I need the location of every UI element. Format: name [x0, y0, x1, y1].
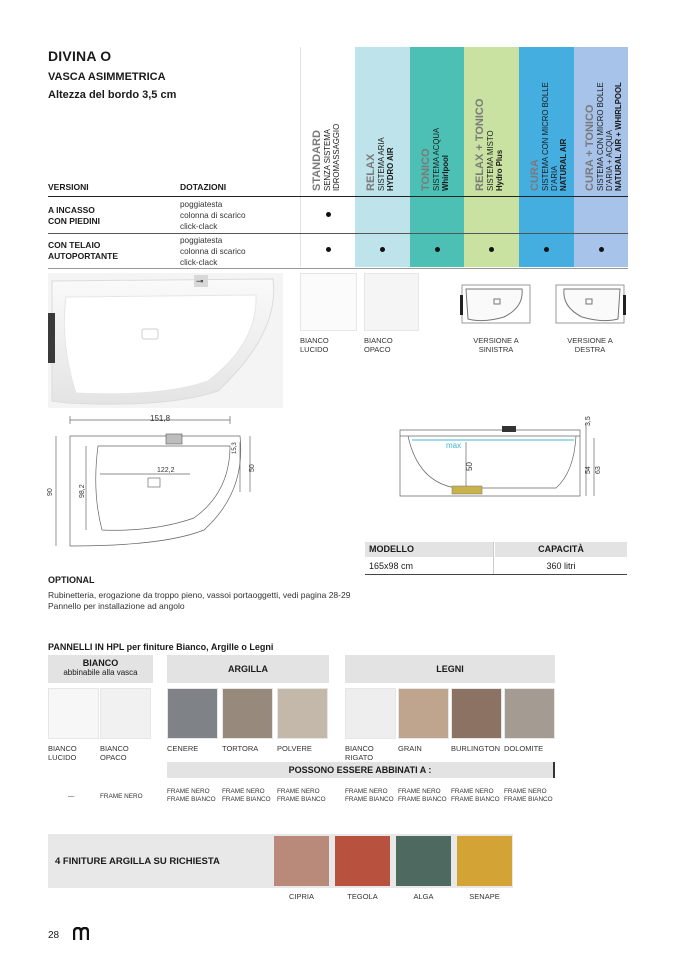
col-capacita: CAPACITÀ — [495, 542, 627, 557]
panel-swatch-caption: BIANCO OPACO — [100, 744, 129, 762]
system-desc: Whirlpool — [441, 155, 450, 191]
frame-options: FRAME NERO FRAME BIANCO — [504, 788, 553, 803]
system-desc: SISTEMA CON MICRO BOLLE — [596, 82, 605, 191]
dim-width: 151,8 — [150, 414, 171, 423]
system-label — [474, 99, 504, 191]
version-right-icon — [554, 283, 626, 325]
system-label — [529, 82, 568, 191]
table-divider — [48, 268, 628, 269]
system-name: CURA — [529, 159, 541, 191]
table-row-features: poggiatesta colonna di scarico click-clack — [180, 200, 246, 231]
argilla-swatch — [457, 836, 512, 886]
system-name: TONICO — [420, 148, 432, 191]
panel-swatch-caption: BIANCO LUCIDO — [48, 744, 77, 762]
panel-swatch — [277, 688, 328, 739]
argilla-swatch-caption: SENAPE — [469, 892, 500, 901]
system-desc: HYDRO AIR — [386, 147, 395, 191]
system-desc: NATURAL AIR + WHIRLPOOL — [614, 82, 623, 191]
system-desc: D'ARIA — [550, 165, 559, 191]
system-column — [300, 47, 355, 267]
rim-height: Altezza del bordo 3,5 cm — [48, 89, 177, 101]
dim-d1: 15,3 — [232, 442, 238, 454]
table-divider — [48, 196, 628, 197]
combinable-header: POSSONO ESSERE ABBINATI A : — [167, 762, 555, 778]
system-column — [464, 47, 519, 267]
panel-swatch-caption: TORTORA — [222, 744, 259, 753]
optional-line: Rubinetteria, erogazione da troppo pieno, vassoi portaoggetti, vedi pagina 28-29 — [48, 590, 351, 600]
version-caption: VERSIONE A SINISTRA — [473, 336, 519, 354]
subtitle: VASCA ASIMMETRICA — [48, 71, 166, 83]
bianco-header: BIANCO abbinabile alla vasca — [48, 655, 153, 683]
system-name: RELAX — [365, 153, 377, 191]
table-divider — [493, 542, 494, 574]
argilla-swatch-caption: ALGA — [413, 892, 434, 901]
availability-dot — [599, 247, 604, 252]
panel-swatch-caption: DOLOMITE — [504, 744, 544, 753]
dim-inner-depth: 98,2 — [79, 484, 86, 498]
frame-options: FRAME NERO FRAME BIANCO — [167, 788, 216, 803]
system-label — [420, 128, 450, 191]
system-desc: SISTEMA MISTO — [486, 130, 495, 191]
availability-dot — [544, 247, 549, 252]
finish-swatch-bianco-lucido — [300, 273, 357, 331]
system-desc: SENZA SISTEMA — [323, 129, 332, 191]
frame-options: FRAME NERO FRAME BIANCO — [451, 788, 500, 803]
dim-rim: 3,5 — [585, 416, 592, 426]
drain-icon: ⊸ — [196, 276, 204, 286]
availability-dot — [326, 212, 331, 217]
system-label — [365, 137, 395, 191]
table-divider — [365, 574, 627, 575]
page-title: DIVINA O — [48, 48, 112, 64]
optional-title: OPTIONAL — [48, 575, 95, 585]
panel-swatch-caption: POLVERE — [277, 744, 312, 753]
system-desc: SISTEMA CON MICRO BOLLE — [541, 82, 550, 191]
system-name: CURA + TONICO — [584, 104, 596, 191]
system-desc: D'ARIA + ACQUA — [605, 129, 614, 191]
top-view-drawing — [44, 412, 269, 550]
system-name: STANDARD — [311, 130, 323, 191]
panel-swatch — [398, 688, 449, 739]
page-number: 28 — [48, 930, 60, 941]
panel-swatch — [504, 688, 555, 739]
dim-h2: 63 — [595, 466, 602, 474]
system-column — [355, 47, 410, 267]
panel-swatch-caption: GRAIN — [398, 744, 422, 753]
frame-options: FRAME NERO FRAME BIANCO — [398, 788, 447, 803]
col-versioni: VERSIONI — [48, 182, 89, 192]
panel-swatch-caption: BIANCO RIGATO — [345, 744, 374, 762]
dim-inner-width: 122,2 — [157, 467, 175, 474]
dim-max: max — [446, 441, 462, 450]
finish-swatch-bianco-opaco — [364, 273, 419, 331]
system-label — [584, 82, 623, 191]
panels-title: PANNELLI IN HPL per finiture Bianco, Argille o Legni — [48, 642, 274, 652]
argilla-swatch — [396, 836, 451, 886]
side-view-drawing — [396, 412, 628, 504]
optional-line: Pannello per installazione ad angolo — [48, 601, 185, 611]
dim-h1: 54 — [585, 466, 592, 474]
panel-swatch — [222, 688, 273, 739]
argilla-request-title: 4 FINITURE ARGILLA SU RICHIESTA — [55, 856, 220, 867]
finish-caption: BIANCO OPACO — [364, 336, 393, 354]
argilla-swatch-caption: TEGOLA — [347, 892, 378, 901]
availability-dot — [489, 247, 494, 252]
bathtub-photo — [48, 273, 283, 408]
argilla-swatch — [274, 836, 329, 886]
frame-options: FRAME NERO FRAME BIANCO — [277, 788, 326, 803]
dim-d2: 50 — [249, 464, 256, 472]
system-column — [574, 47, 628, 267]
capacity-value: 360 litri — [546, 561, 576, 571]
version-caption: VERSIONE A DESTRA — [567, 336, 613, 354]
panel-swatch — [451, 688, 502, 739]
brand-logo-icon — [73, 927, 89, 941]
frame-options: FRAME NERO — [100, 793, 143, 800]
system-desc: NATURAL AIR — [559, 138, 568, 191]
system-desc: SISTEMA ACQUA — [432, 127, 441, 191]
dim-depth: 90 — [47, 488, 54, 496]
system-column — [519, 47, 574, 267]
panel-swatch-caption: CENERE — [167, 744, 199, 753]
argilla-swatch — [335, 836, 390, 886]
col-modello: MODELLO — [365, 542, 493, 557]
system-desc: IDROMASSAGGIO — [332, 123, 341, 191]
table-row-label: A INCASSO CON PIEDINI — [48, 205, 100, 226]
system-desc: SISTEMA ARIA — [377, 137, 386, 191]
dim-inner-h: 50 — [465, 462, 474, 471]
panel-swatch — [345, 688, 396, 739]
panel-swatch — [48, 688, 99, 739]
system-column — [410, 47, 464, 267]
frame-options: FRAME NERO FRAME BIANCO — [222, 788, 271, 803]
table-divider — [48, 233, 628, 234]
model-value: 165x98 cm — [369, 561, 414, 571]
panel-swatch — [167, 688, 218, 739]
argilla-header: ARGILLA — [167, 655, 329, 683]
availability-dot — [326, 247, 331, 252]
availability-dot — [380, 247, 385, 252]
availability-dot — [435, 247, 440, 252]
finish-caption: BIANCO LUCIDO — [300, 336, 329, 354]
version-left-icon — [460, 283, 532, 325]
system-name: RELAX + TONICO — [474, 98, 486, 191]
system-desc: Hydro Plus — [495, 149, 504, 191]
argilla-swatch-caption: CIPRIA — [288, 892, 314, 901]
panel-swatch — [100, 688, 151, 739]
col-dotazioni: DOTAZIONI — [180, 182, 227, 192]
frame-options: — — [68, 793, 75, 800]
frame-options: FRAME NERO FRAME BIANCO — [345, 788, 394, 803]
table-row-label: CON TELAIO AUTOPORTANTE — [48, 240, 119, 261]
legni-header: LEGNI — [345, 655, 555, 683]
table-row-features: poggiatesta colonna di scarico click-clack — [180, 236, 246, 267]
panel-swatch-caption: BURLINGTON — [451, 744, 501, 753]
system-label — [311, 124, 341, 191]
